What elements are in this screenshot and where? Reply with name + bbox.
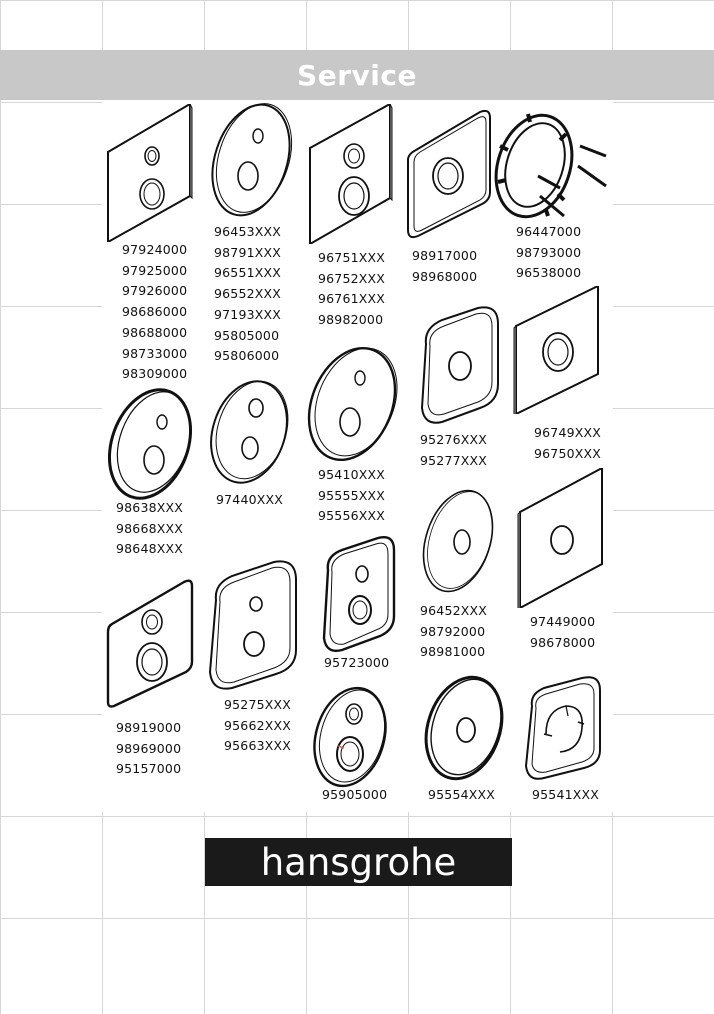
part-code-list [214, 222, 281, 367]
part-code-list [318, 465, 385, 527]
part-drawing-mounting-ring-with-screws [494, 110, 612, 222]
part-code: 97926000 [122, 283, 188, 299]
part-code: 95554XXX [428, 787, 496, 802]
part-code-list [516, 222, 581, 284]
part-code: 96447000 [516, 224, 582, 239]
part-drawing-squircle-with-clip [522, 676, 606, 780]
part-drawing-square-plate-ringed-hole [512, 286, 602, 414]
part-drawing-round-plate-two-holes [206, 100, 296, 222]
part-drawing-thick-round-rosette [420, 672, 508, 784]
part-code: 98791XXX [214, 244, 282, 260]
part-code-list [324, 653, 389, 674]
part-drawing-round-plate-double-hole [204, 376, 294, 488]
part-code: 96752XXX [318, 270, 386, 286]
part-drawing-round-plate-large-hole [304, 342, 400, 468]
part-code-list [116, 498, 183, 560]
part-code-list [318, 248, 385, 331]
part-drawing-square-plate-one-hole [516, 468, 604, 608]
part-code: 95277XXX [420, 452, 488, 468]
part-code: 95275XXX [224, 697, 292, 712]
part-code: 95541XXX [532, 787, 600, 802]
part-code-list [534, 423, 601, 464]
part-code: 98686000 [122, 304, 188, 320]
part-drawing-square-plate-ringed-holes [306, 104, 394, 244]
part-drawing-rounded-square-one-hole [402, 104, 494, 240]
part-drawing-square-plate-two-holes [104, 104, 194, 242]
part-code: 96761XXX [318, 291, 386, 307]
part-code: 96452XXX [420, 603, 488, 618]
part-code: 96453XXX [214, 224, 282, 239]
part-code: 97440XXX [216, 492, 284, 507]
hansgrohe-logo [205, 838, 512, 886]
part-code-list [116, 718, 181, 780]
part-code: 98917000 [412, 248, 478, 263]
part-code: 95806000 [214, 348, 280, 364]
part-code: 98688000 [122, 324, 188, 340]
part-code: 96552XXX [214, 286, 282, 302]
part-code: 95276XXX [420, 432, 488, 447]
part-code: 98733000 [122, 345, 188, 361]
part-code: 98968000 [412, 268, 478, 284]
part-drawing-round-plate-thick-rim [104, 384, 198, 506]
part-code: 97924000 [122, 242, 188, 257]
part-code: 95723000 [324, 655, 390, 670]
part-code: 95157000 [116, 761, 182, 777]
part-code: 95905000 [322, 787, 388, 802]
part-code-list [420, 430, 487, 471]
part-code: 95805000 [214, 327, 280, 343]
part-code: 98969000 [116, 740, 182, 756]
part-code: 95410XXX [318, 467, 386, 482]
part-drawing-squircle-one-hole [414, 306, 502, 426]
part-code: 97925000 [122, 262, 188, 278]
part-code: 98668XXX [116, 520, 184, 536]
part-code: 97449000 [530, 614, 596, 629]
part-code: 95556XXX [318, 508, 386, 524]
part-code: 96751XXX [318, 250, 386, 265]
part-code-list [122, 240, 187, 385]
page-title: Service [297, 58, 417, 92]
part-drawing-squircle-plate-two-holes [204, 560, 300, 692]
part-code: 96749XXX [534, 425, 602, 440]
part-code-list [532, 785, 599, 806]
part-drawing-square-plate-two-ringed-holes [104, 576, 194, 710]
part-drawing-squircle-thermostat-plate [320, 536, 398, 652]
part-code: 98919000 [116, 720, 182, 735]
part-code: 96750XXX [534, 445, 602, 461]
part-code: 98792000 [420, 623, 486, 639]
part-code-list [224, 695, 291, 757]
part-code: 95663XXX [224, 738, 292, 754]
part-code: 96551XXX [214, 265, 282, 281]
part-code: 95555XXX [318, 487, 386, 503]
part-drawing-round-thermostat-plate [308, 682, 392, 792]
part-code: 98638XXX [116, 500, 184, 515]
part-code-list [216, 490, 283, 511]
part-code-list [530, 612, 595, 653]
part-code-list [412, 246, 477, 287]
part-code-list [420, 601, 487, 663]
part-drawing-round-rosette [418, 484, 498, 598]
part-code: 95662XXX [224, 717, 292, 733]
part-code: 98309000 [122, 366, 188, 382]
part-code-list [322, 785, 387, 806]
part-code-list [428, 785, 495, 806]
service-banner [0, 50, 714, 100]
part-code: 98981000 [420, 644, 486, 660]
part-code: 96538000 [516, 265, 582, 281]
part-code: 98648XXX [116, 541, 184, 557]
brand-logo-text: hansgrohe [260, 840, 457, 884]
part-code: 98678000 [530, 634, 596, 650]
part-code: 98793000 [516, 244, 582, 260]
part-code: 97193XXX [214, 306, 282, 322]
part-code: 98982000 [318, 312, 384, 328]
